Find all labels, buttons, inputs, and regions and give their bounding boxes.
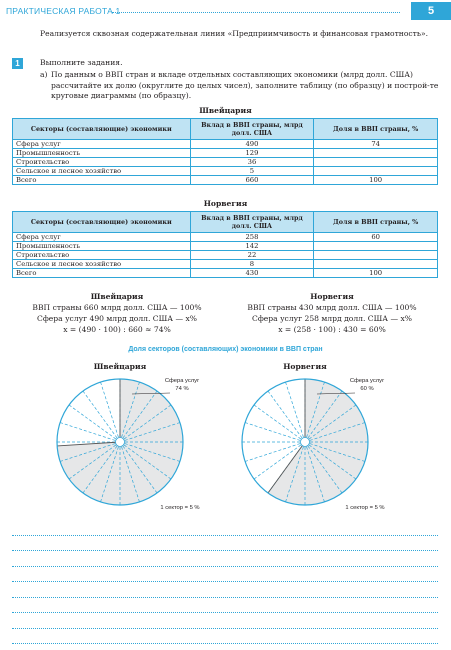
table-row [13, 233, 438, 242]
sector-divider [245, 423, 300, 441]
calc-line: ВВП страны 430 млрд долл. США — 100% [247, 303, 417, 312]
pie-title: Швейцария [93, 362, 147, 371]
answer-line [12, 551, 438, 567]
sector-divider [245, 444, 300, 462]
cell-share: 60 [314, 233, 438, 242]
answer-line [12, 598, 438, 614]
cell-contribution: 36 [190, 158, 314, 167]
cell-share [314, 149, 438, 158]
task-title: Выполните задания. [40, 58, 123, 67]
table-header-row [13, 212, 438, 233]
answer-line [12, 567, 438, 583]
cell-contribution: 142 [190, 242, 314, 251]
header-divider [112, 12, 400, 13]
sector-divider [268, 391, 302, 438]
table-row [13, 167, 438, 176]
slice-label-value: 74 % [175, 386, 189, 392]
switzerland-table [12, 118, 438, 185]
cell-contribution: 22 [190, 251, 314, 260]
cell-share [314, 251, 438, 260]
cell-contribution: 258 [190, 233, 314, 242]
answer-line [12, 613, 438, 629]
section-title: ПРАКТИЧЕСКАЯ РАБОТА 1 [6, 6, 121, 16]
subtask-text: По данным о ВВП стран и вкладе отдельных составляющих экономики (млрд долл. США) рассчитайте их долю (округлите до целых чисел), заполните таблицу (по образцу) и построй-те круговые диаграммы (по образцу). [51, 70, 439, 100]
cell-sector: Сельское и лесное хозяйство [13, 260, 191, 269]
intro-text: Реализуется сквозная содержательная линия «Предприимчивость и финансовая грамотность». [40, 29, 429, 38]
answer-lines [12, 520, 438, 644]
sector-divider [101, 382, 119, 437]
cell-sector: Промышленность [13, 242, 191, 251]
cell-contribution: 430 [190, 269, 314, 278]
answer-line [12, 582, 438, 598]
cell-sector: Строительство [13, 158, 191, 167]
table-row [13, 149, 438, 158]
calc-line: Сфера услуг 490 млрд долл. США — x% [37, 314, 197, 323]
switzerland-calculation [12, 291, 222, 335]
table-row [13, 269, 438, 278]
cell-sector: Сфера услуг [13, 140, 191, 149]
cell-share [314, 242, 438, 251]
cell-share: 100 [314, 176, 438, 185]
answer-line [12, 536, 438, 552]
cell-contribution: 490 [190, 140, 314, 149]
cell-sector: Всего [13, 176, 191, 185]
cell-sector: Сфера услуг [13, 233, 191, 242]
cell-sector: Строительство [13, 251, 191, 260]
slice-label-name: Сфера услуг [164, 378, 200, 384]
norway-table-body [13, 233, 438, 278]
calc-line: ВВП страны 660 млрд долл. США — 100% [32, 303, 202, 312]
subtask-a [40, 70, 442, 102]
task-number-badge: 1 [12, 58, 23, 69]
cell-contribution: 8 [190, 260, 314, 269]
slice-label-name: Сфера услуг [349, 378, 385, 384]
column-header-contribution: Вклад в ВВП страны, млрд долл. США [190, 119, 314, 140]
chart-title: Доля секторов (составляющих) экономики в ВВП стран [128, 346, 323, 353]
table-row [13, 260, 438, 269]
subtask-marker: а) [40, 70, 48, 79]
cell-sector: Сельское и лесное хозяйство [13, 167, 191, 176]
sector-divider [69, 405, 116, 439]
calc-country-name: Норвегия [310, 292, 354, 301]
table-row [13, 251, 438, 260]
cell-contribution: 129 [190, 149, 314, 158]
sector-scale-note: 1 сектор = 5 % [160, 505, 200, 511]
sector-divider [286, 382, 304, 437]
slice-label-value: 60 % [360, 386, 374, 392]
column-header-sector: Секторы (составляющие) экономики [13, 212, 191, 233]
table-row [13, 158, 438, 167]
switzerland-table-title: Швейцария [199, 106, 252, 115]
cell-share: 74 [314, 140, 438, 149]
table-header-row [13, 119, 438, 140]
calc-line: Сфера услуг 258 млрд долл. США — x% [252, 314, 412, 323]
sector-scale-note: 1 сектор = 5 % [345, 505, 385, 511]
pie-center [301, 438, 310, 447]
cell-share: 100 [314, 269, 438, 278]
cell-share [314, 158, 438, 167]
column-header-sector: Секторы (составляющие) экономики [13, 119, 191, 140]
page-header [0, 0, 451, 22]
switzerland-pie-chart [57, 362, 200, 511]
table-row [13, 140, 438, 149]
column-header-share: Доля в ВВП страны, % [314, 212, 438, 233]
table-row [13, 176, 438, 185]
answer-line [12, 629, 438, 645]
cell-share [314, 260, 438, 269]
cell-share [314, 167, 438, 176]
page-number: 5 [411, 2, 451, 20]
calc-country-name: Швейцария [90, 292, 144, 301]
norway-table [12, 211, 438, 278]
sector-divider [83, 391, 117, 438]
cell-contribution: 660 [190, 176, 314, 185]
calc-line: x = (258 · 100) : 430 = 60% [278, 325, 386, 334]
pie-center [116, 438, 125, 447]
table-row [13, 242, 438, 251]
cell-sector: Всего [13, 269, 191, 278]
calc-line: x = (490 · 100) : 660 ≈ 74% [63, 325, 171, 334]
column-header-share: Доля в ВВП страны, % [314, 119, 438, 140]
switzerland-table-body [13, 140, 438, 185]
answer-line [12, 520, 438, 536]
cell-sector: Промышленность [13, 149, 191, 158]
pie-title: Норвегия [283, 362, 327, 371]
norway-calculation [226, 291, 438, 335]
sector-divider [254, 405, 301, 439]
pie-charts [0, 355, 451, 517]
sector-divider [60, 423, 115, 441]
norway-pie-chart [242, 362, 385, 511]
column-header-contribution: Вклад в ВВП страны, млрд долл. США [190, 212, 314, 233]
cell-contribution: 5 [190, 167, 314, 176]
norway-table-title: Норвегия [203, 199, 248, 208]
